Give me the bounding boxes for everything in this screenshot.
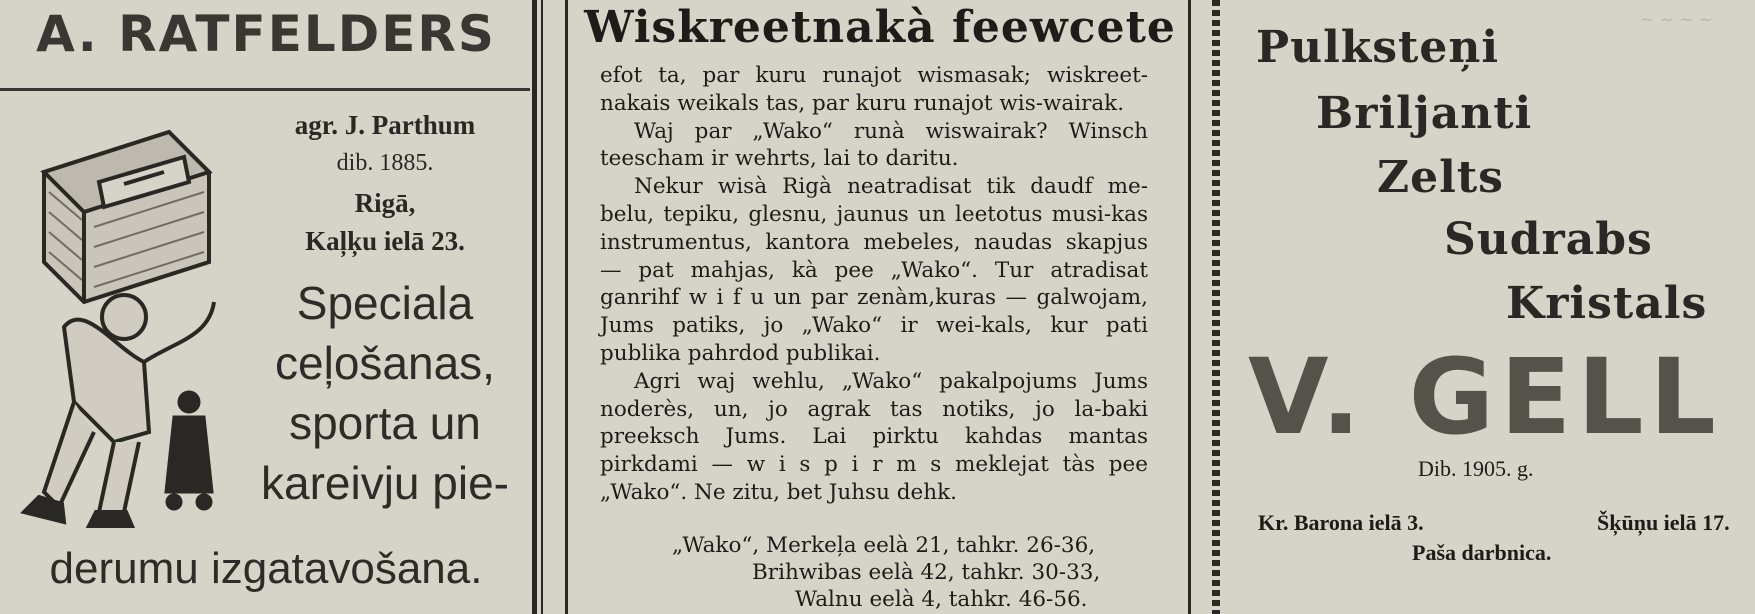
right-ad-item-crystal: Kristals — [1506, 278, 1708, 329]
middle-ad-paragraph-3: Nekur wisà Rigà neatradisat tik daudf me-belu, tepiku, glesnu, jaunus un leetotus musi-kas instrumentus, kantora mebeles, naudas skapjus — pat mahjas, kà pee „Wako“. Tur atradisat ganrihf w i f u un par zenàm,kuras — galwojam, Jums patiks, jo „Wako“ ir wei-kals, kur pati publika pahrdod publikai. — [600, 174, 1148, 366]
right-ad-address-right: Šķūņu ielā 17. — [1597, 510, 1730, 535]
right-ad-item-gold: Zelts — [1377, 152, 1504, 203]
middle-ad-address-3: Walnu eelà 4, tahkr. 46-56. — [795, 587, 1088, 612]
middle-ad-address-1: „Wako“, Merkeļa eelà 21, tahkr. 26-36, — [672, 533, 1096, 558]
middle-ad-body — [600, 62, 1148, 507]
left-ad-big-line-1: Speciala — [296, 277, 474, 329]
right-ad-address-left: Kr. Barona ielā 3. — [1258, 510, 1424, 535]
middle-ad-address-2: Brihwibas eelà 42, tahkr. 30-33, — [752, 560, 1101, 585]
right-ad-brand: V. GELL — [1248, 336, 1722, 458]
middle-ad-paragraph-4: Agri waj wehlu, „Wako“ pakalpojums Jums noderès, un, jo agrak tas notiks, jo la-baki preeksch Jums. Lai pirktu kahdas mantas pirkdami — w i s p i r m s meklejat tàs pee „Wako“. Ne zitu, bet Juhsu dehk. — [600, 368, 1148, 505]
left-ad-big-line-2: ceļošanas, — [275, 337, 495, 389]
left-ad-top-rule — [0, 88, 530, 91]
left-ad-big-line-4: kareivju pie- — [261, 457, 509, 509]
left-ad-founded-line: dib. 1885. — [336, 150, 434, 176]
middle-ad-title: Wiskreetnakà feewcete — [584, 2, 1176, 53]
left-ad-brand: A. RATFELDERS — [36, 5, 496, 63]
bleed-through-text-1: ~ ~ ~ ~ — [1640, 10, 1714, 30]
column-divider-left-3 — [565, 0, 568, 614]
right-ad-item-diamonds: Briljanti — [1316, 88, 1533, 139]
left-ad-big-line-3: sporta un — [289, 397, 481, 449]
left-ad-city-line: Rigā, — [354, 188, 416, 218]
middle-ad-paragraph-1: efot ta, par kuru runajot wismasak; wiskreet-nakais weikals tas, par kuru runajot wis-wairak. — [600, 63, 1148, 116]
left-ad-address-line: Kaļķu ielā 23. — [305, 226, 465, 256]
left-ad-big-line-5: derumu izgatavošana. — [49, 544, 483, 593]
left-ad-agent-line: agr. J. Parthum — [294, 110, 476, 140]
column-divider-left-1 — [532, 0, 537, 614]
column-divider-right-dashed — [1212, 0, 1220, 614]
column-divider-right-1 — [1188, 0, 1191, 614]
column-divider-left-2 — [541, 0, 543, 614]
porter-carrying-trunk-icon — [4, 112, 242, 532]
right-ad-item-watches: Pulksteņi — [1256, 22, 1500, 73]
middle-ad-paragraph-2: Waj par „Wako“ runà wiswairak? Winsch teescham ir wehrts, lai to daritu. — [600, 118, 1148, 172]
right-ad-founded: Dib. 1905. g. — [1418, 456, 1534, 481]
right-ad-item-silver: Sudrabs — [1444, 214, 1653, 265]
right-ad-workshop: Paša darbnica. — [1412, 540, 1552, 565]
